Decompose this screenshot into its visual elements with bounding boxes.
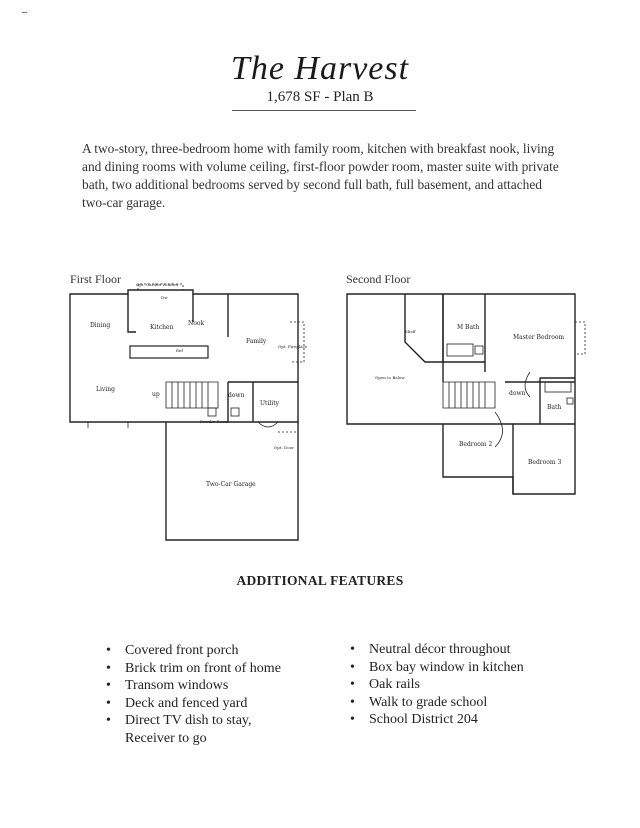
room-label-living: Living: [96, 386, 115, 393]
stair-label-up: up: [152, 391, 160, 398]
stair-label-down: down: [509, 390, 526, 397]
label-refrigerator: Ref: [176, 348, 183, 353]
list-item: • Direct TV dish to stay,: [106, 713, 252, 729]
list-item: • Oak rails: [350, 677, 420, 693]
room-label-family: Family: [246, 338, 267, 345]
label-opt-door: Opt. Door: [274, 445, 294, 450]
room-label-dining: Dining: [90, 322, 111, 329]
room-label-powder: Powder Room: [200, 419, 229, 424]
room-label-kitchen: Kitchen: [150, 324, 174, 331]
stair-label-down: down: [228, 392, 245, 399]
additional-features-heading: ADDITIONAL FEATURES: [236, 573, 404, 588]
second-floor-plan: [345, 282, 590, 497]
room-label-bedroom-2: Bedroom 2: [459, 441, 493, 448]
list-item: • Deck and fenced yard: [106, 695, 248, 711]
square-footage-plan: 1,678 SF - Plan B: [266, 89, 374, 105]
label-dishwasher: Dw: [161, 295, 168, 300]
list-item: • Box bay window in kitchen: [350, 659, 524, 675]
room-label-master-bath: M Bath: [457, 324, 480, 331]
room-label-garage: Two-Car Garage: [206, 481, 256, 488]
second-floor-label: Second Floor: [346, 272, 411, 286]
list-item: Receiver to go: [125, 730, 207, 746]
features-list-right: [350, 641, 580, 729]
first-floor-label: First Floor: [70, 272, 122, 286]
list-item: • School District 204: [350, 712, 478, 728]
label-opt-garden-window: Opt. Garden Window: [136, 282, 179, 287]
list-item: • Neutral décor throughout: [350, 642, 511, 657]
features-list-left: [106, 642, 326, 748]
home-description: A two-story, three-bedroom home with family room, kitchen with breakfast nook, living and dining rooms with volume ceiling, first-floor powder room, master suite with private bath, two additional bedrooms served by second full bath, full basement, and attached two-car garage.: [82, 141, 559, 210]
room-label-bedroom-3: Bedroom 3: [528, 459, 562, 466]
page-title: The Harvest: [230, 50, 410, 87]
label-shelf: Shelf: [405, 329, 416, 334]
list-item: • Walk to grade school: [350, 694, 488, 710]
label-open-to-below: Open to Below: [375, 375, 405, 380]
list-item: • Brick trim on front of home: [106, 660, 281, 676]
room-label-master-bedroom: Master Bedroom: [513, 334, 565, 341]
room-label-nook: Nook: [188, 320, 205, 327]
list-item: • Transom windows: [106, 678, 229, 694]
room-label-utility: Utility: [260, 400, 280, 407]
scan-mark: [22, 12, 27, 13]
first-floor-plan: [68, 282, 308, 544]
label-opt-fireplace: Opt. Fireplace: [278, 344, 308, 349]
room-label-bath: Bath: [547, 404, 562, 411]
list-item: • Covered front porch: [106, 643, 239, 658]
title-divider: [232, 110, 416, 111]
